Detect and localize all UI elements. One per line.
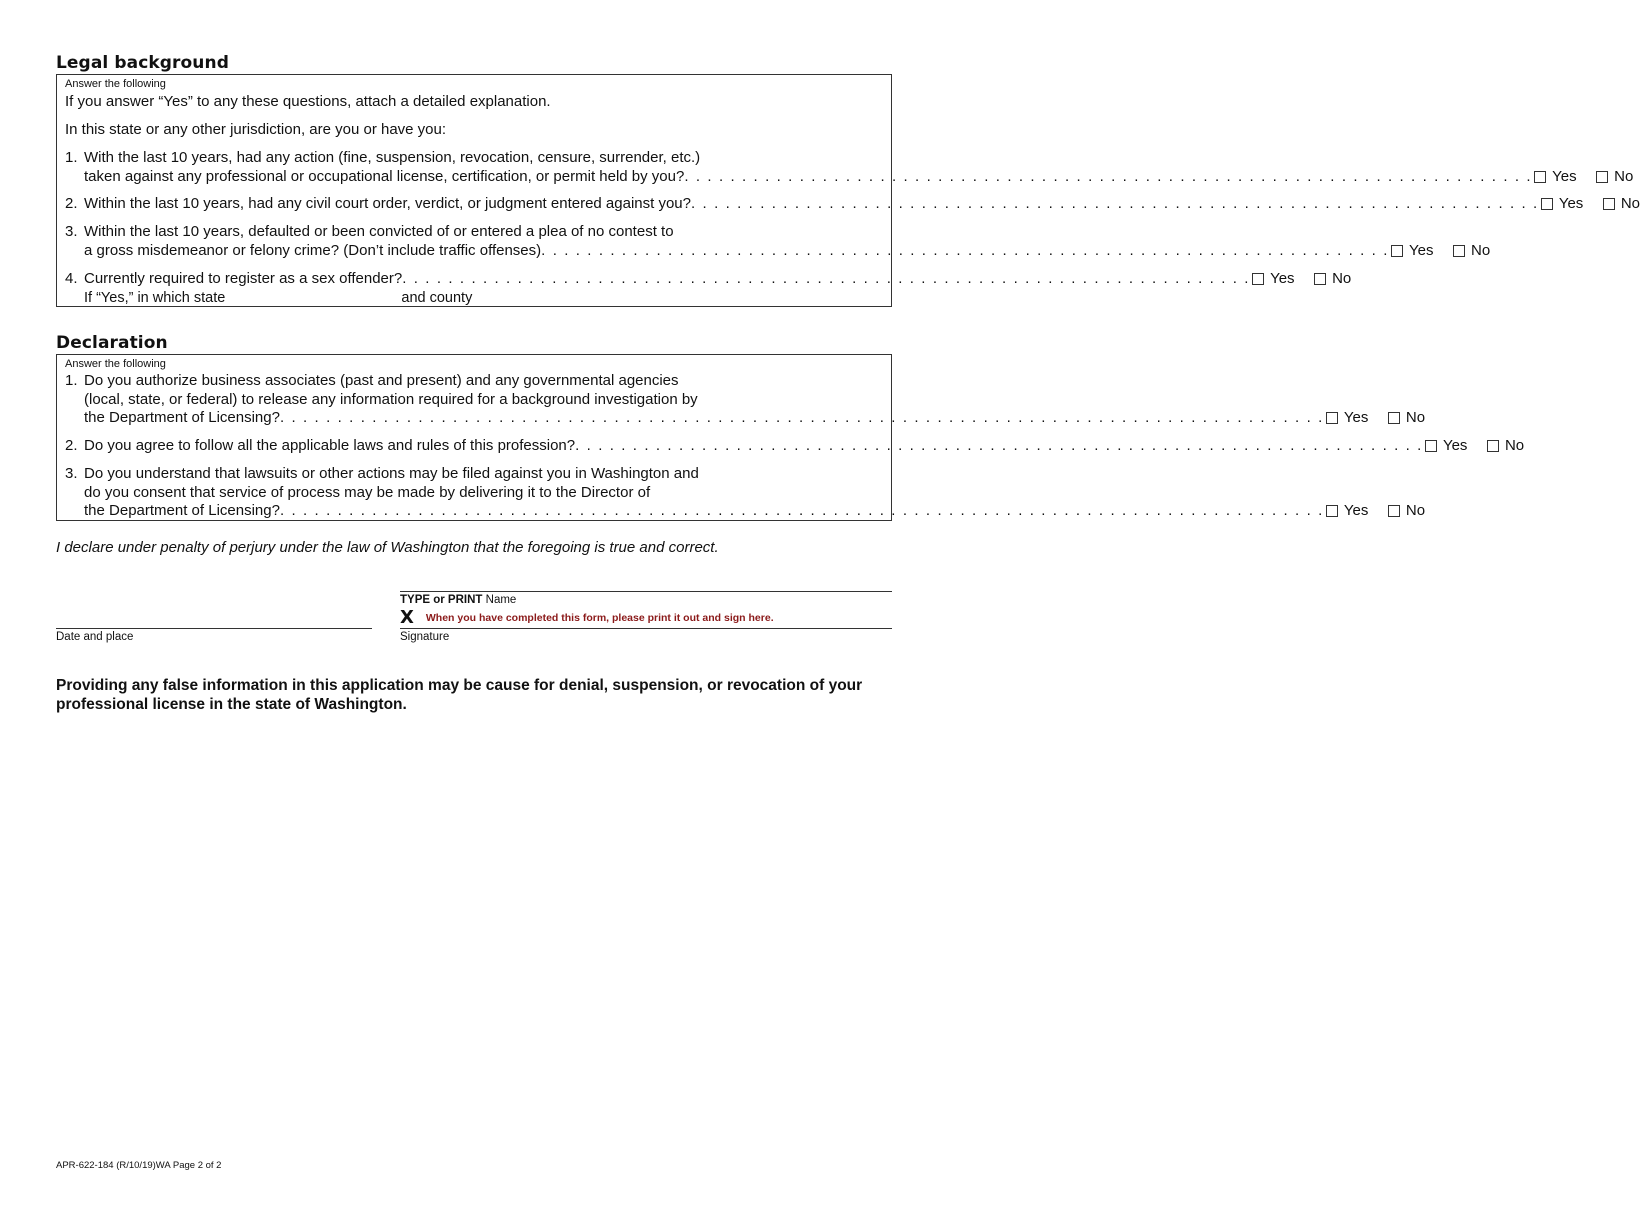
yes-label: Yes — [1270, 270, 1295, 287]
question-text: do you consent that service of process may be made by delivering it to the Director of — [84, 483, 651, 501]
leader-dots: . . . . . . . . . . . . . . . . . . . . . . . . . . . . . . . . . . . . . . . . . . . . . . . . . . . . . . . . . . . . . . . . . . . . . . . . . . — [541, 241, 1389, 259]
county-label: and county — [401, 289, 473, 306]
legal-question-3 — [65, 223, 1491, 260]
false-information-notice: Providing any false information in this application may be cause for denial, suspension, or revocation of your professional license in the state of Washington. — [56, 677, 863, 713]
no-label: No — [1405, 409, 1426, 426]
legal-q2-yes-checkbox[interactable] — [1541, 198, 1553, 210]
question-text: the Department of Licensing? — [84, 409, 280, 426]
state-label: If “Yes,” in which state — [84, 289, 226, 306]
yes-label: Yes — [1558, 195, 1584, 212]
declaration-title: Declaration — [56, 333, 168, 353]
leader-dots: . . . . . . . . . . . . . . . . . . . . . . . . . . . . . . . . . . . . . . . . . . . . . . . . . . . . . . . . . . . . . . . . . . . . . . . . . . — [684, 167, 1533, 185]
no-label: No — [1504, 437, 1525, 454]
legal-question-1 — [65, 149, 1634, 186]
legal-q1-yes-checkbox[interactable] — [1534, 171, 1546, 183]
question-number: 1. — [65, 372, 78, 389]
question-text: Do you authorize business associates (past and present) and any governmental agencies — [84, 372, 679, 389]
legal-intro-jurisdiction: In this state or any other jurisdiction, are you or have you: — [65, 121, 447, 138]
yes-label: Yes — [1552, 167, 1577, 185]
question-number: 2. — [65, 195, 78, 212]
question-text: Do you agree to follow all the applicable laws and rules of this profession? — [84, 437, 576, 454]
question-text: taken against any professional or occupational license, certification, or permit held by you? — [84, 167, 685, 185]
yes-label: Yes — [1442, 437, 1468, 454]
no-label: No — [1614, 167, 1634, 185]
legal-background-box — [56, 74, 1640, 307]
question-text: Currently required to register as a sex offender? — [84, 270, 403, 287]
signature-x-mark: X — [400, 607, 414, 628]
question-number: 4. — [65, 270, 78, 287]
declaration-q2-yes-checkbox[interactable] — [1425, 440, 1437, 452]
name-label[interactable] — [400, 594, 516, 606]
signature-label: Signature — [400, 631, 450, 643]
declaration-question-3 — [65, 465, 1426, 521]
question-number: 2. — [65, 437, 78, 454]
question-text: a gross misdemeanor or felony crime? (Don’t include traffic offenses) — [84, 241, 542, 259]
legal-q2-no-checkbox[interactable] — [1603, 198, 1615, 210]
question-text: Do you understand that lawsuits or other actions may be filed against you in Washington and — [84, 465, 699, 482]
perjury-statement: I declare under penalty of perjury under the law of Washington that the foregoing is true and correct. — [56, 539, 719, 556]
date-place-label: Date and place — [56, 631, 134, 643]
declaration-answer-label: Answer the following — [65, 358, 166, 370]
signature-line[interactable] — [400, 628, 892, 629]
state-field[interactable] — [229, 293, 397, 307]
legal-q1-no-checkbox[interactable] — [1596, 171, 1608, 183]
no-label: No — [1620, 195, 1640, 212]
legal-intro-explanation: If you answer “Yes” to any these questions, attach a detailed explanation. — [65, 93, 551, 110]
print-note: When you have completed this form, please print it out and sign here. — [425, 611, 774, 624]
declaration-q1-no-checkbox[interactable] — [1388, 412, 1400, 424]
legal-question-2 — [65, 195, 1640, 214]
declaration-box — [56, 354, 1525, 521]
leader-dots: . . . . . . . . . . . . . . . . . . . . . . . . . . . . . . . . . . . . . . . . . . . . . . . . . . . . . . . . . . . . . . . . . . . . . . . . . . . . . . . . . . . . . . . . . . . — [279, 502, 1324, 519]
leader-dots: . . . . . . . . . . . . . . . . . . . . . . . . . . . . . . . . . . . . . . . . . . . . . . . . . . . . . . . . . . . . . . . . . . . . . . . . . . — [402, 270, 1251, 287]
question-number: 3. — [65, 223, 78, 240]
question-number: 1. — [65, 149, 78, 166]
legal-answer-label: Answer the following — [65, 78, 166, 90]
leader-dots: . . . . . . . . . . . . . . . . . . . . . . . . . . . . . . . . . . . . . . . . . . . . . . . . . . . . . . . . . . . . . . . . . . . . . . . . . . — [691, 195, 1539, 212]
leader-dots: . . . . . . . . . . . . . . . . . . . . . . . . . . . . . . . . . . . . . . . . . . . . . . . . . . . . . . . . . . . . . . . . . . . . . . . . . . . . . . . . . . . . . . . . . . . — [279, 409, 1324, 426]
leader-dots: . . . . . . . . . . . . . . . . . . . . . . . . . . . . . . . . . . . . . . . . . . . . . . . . . . . . . . . . . . . . . . . . . . . . . . . . . . — [575, 437, 1423, 454]
yes-label: Yes — [1408, 241, 1434, 259]
date-place-line[interactable] — [56, 628, 372, 629]
county-field[interactable] — [476, 293, 644, 307]
question-text: Within the last 10 years, had any civil court order, verdict, or judgment entered against you? — [84, 195, 691, 212]
declaration-question-1 — [65, 372, 1426, 428]
yes-label: Yes — [1343, 409, 1369, 426]
question-number: 3. — [65, 465, 78, 482]
legal-q3-no-checkbox[interactable] — [1453, 245, 1465, 257]
declaration-q2-no-checkbox[interactable] — [1487, 440, 1499, 452]
form-footer: APR-622-184 (R/10/19)WA Page 2 of 2 — [56, 1160, 222, 1171]
declaration-q3-no-checkbox[interactable] — [1388, 505, 1400, 517]
no-label: No — [1332, 270, 1352, 287]
legal-background-title: Legal background — [56, 53, 229, 73]
question-text: With the last 10 years, had any action (fine, suspension, revocation, censure, surrender, etc.) — [84, 149, 701, 166]
type-or-print-label: TYPE or PRINT — [400, 594, 483, 606]
question-text: the Department of Licensing? — [84, 502, 280, 519]
declaration-question-2 — [65, 437, 1525, 456]
no-label: No — [1405, 502, 1426, 519]
declaration-q1-yes-checkbox[interactable] — [1326, 412, 1338, 424]
signature-note-row — [400, 607, 774, 628]
name-field-label: Name — [485, 594, 517, 606]
legal-question-4 — [65, 270, 1352, 307]
no-label: No — [1470, 241, 1491, 259]
legal-q4-yes-checkbox[interactable] — [1252, 273, 1264, 285]
yes-label: Yes — [1343, 502, 1369, 519]
question-text: (local, state, or federal) to release any information required for a background investigation by — [84, 390, 698, 408]
question-text: Within the last 10 years, defaulted or been convicted of or entered a plea of no contest to — [84, 223, 674, 240]
legal-q3-yes-checkbox[interactable] — [1391, 245, 1403, 257]
legal-q4-no-checkbox[interactable] — [1314, 273, 1326, 285]
name-line — [400, 591, 892, 592]
declaration-q3-yes-checkbox[interactable] — [1326, 505, 1338, 517]
